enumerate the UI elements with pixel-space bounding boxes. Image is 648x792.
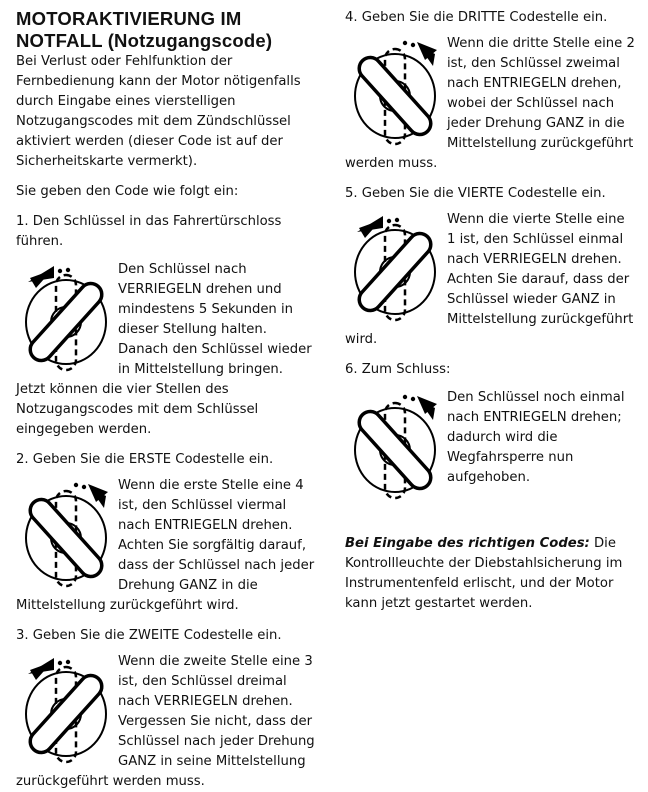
step-heading: 6. Zum Schluss: xyxy=(345,362,451,377)
step-heading: 1. Den Schlüssel in das Fahrertürschloss führen. xyxy=(16,214,282,249)
intro-paragraph: Bei Verlust oder Fehlfunktion der Fernbedienung kann der Motor nötigenfalls durch Eingabe eines vierstelligen Notzugangscodes mit dem Zündschlüssel aktiviert werden (dieser Code ist auf der Sicherheitskarte vermerkt). xyxy=(16,54,301,169)
lead-paragraph: Sie geben den Code wie folgt ein: xyxy=(16,184,239,199)
key-turn-unlock-icon xyxy=(16,476,116,596)
step-text: Den Schlüssel nach VERRIEGELN drehen und mindestens 5 Sekunden in dieser Stellung halten. Danach den Schlüssel wieder in Mittelstellung bringen. Jetzt können die vier Stellen des Notzugangscodes mit dem Schlüssel eingegeben werden. xyxy=(16,262,312,437)
key-turn-lock-icon xyxy=(345,210,445,330)
result-text: Die Kontrollleuchte der Diebstahlsicherung im Instrumentenfeld erlischt, und der Motor kann jetzt gestartet werden. xyxy=(345,536,623,611)
key-turn-lock-icon xyxy=(16,652,116,772)
step-1 xyxy=(16,212,316,440)
step-text: Wenn die vierte Stelle eine 1 ist, den Schlüssel einmal nach VERRIEGELN drehen. Achten Sie darauf, dass der Schlüssel wieder GANZ in Mittelstellung zurückgeführt wird. xyxy=(345,212,634,347)
step-text: Wenn die dritte Stelle eine 2 ist, den Schlüssel zweimal nach ENTRIEGELN drehen, wobei der Schlüssel nach jeder Drehung GANZ in die Mittelstellung zurückgeführt werden muss. xyxy=(345,36,635,171)
key-turn-lock-icon xyxy=(16,260,116,380)
page-title xyxy=(16,8,316,52)
step-2 xyxy=(16,450,316,616)
step-text: Wenn die erste Stelle eine 4 ist, den Schlüssel viermal nach ENTRIEGELN drehen. Achten Sie sorgfältig darauf, dass der Schlüssel nach jeder Drehung GANZ in die Mittelstellung zurückgeführt wird. xyxy=(16,478,315,613)
step-heading: 5. Geben Sie die VIERTE Codestelle ein. xyxy=(345,186,606,201)
step-5 xyxy=(345,184,635,350)
key-turn-unlock-icon xyxy=(345,34,445,154)
title-line-2: NOTFALL (Notzugangscode) xyxy=(16,30,273,51)
step-3 xyxy=(16,626,316,792)
step-heading: 2. Geben Sie die ERSTE Codestelle ein. xyxy=(16,452,274,467)
result-label: Bei Eingabe des richtigen Codes: xyxy=(345,536,590,551)
title-line-1: MOTORAKTIVIERUNG IM xyxy=(16,8,242,29)
step-heading: 3. Geben Sie die ZWEITE Codestelle ein. xyxy=(16,628,282,643)
step-text: Wenn die zweite Stelle eine 3 ist, den Schlüssel dreimal nach VERRIEGELN drehen. Vergessen Sie nicht, dass der Schlüssel nach jeder Drehung GANZ in seine Mittelstellung zurückgeführt werden muss. xyxy=(16,654,315,789)
step-heading: 4. Geben Sie die DRITTE Codestelle ein. xyxy=(345,10,608,25)
left-column xyxy=(16,0,316,792)
right-column xyxy=(345,0,635,614)
step-text: Den Schlüssel noch einmal nach ENTRIEGELN drehen; dadurch wird die Wegfahrsperre nun aufgehoben. xyxy=(447,390,625,485)
key-turn-unlock-icon xyxy=(345,388,445,508)
step-4 xyxy=(345,8,635,174)
step-6 xyxy=(345,360,635,508)
result-paragraph xyxy=(345,534,635,614)
